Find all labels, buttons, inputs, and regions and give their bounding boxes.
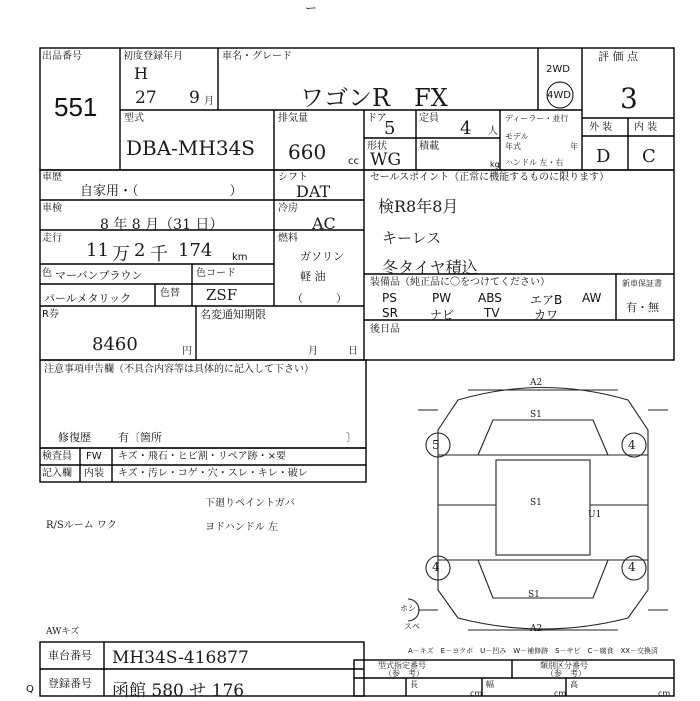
- model-year-label: モデル: [505, 132, 529, 141]
- equipment-label: 装備品（純正品に〇をつけてください）: [370, 277, 550, 288]
- cc-unit: cc: [348, 156, 359, 167]
- notice-day: 日: [348, 346, 358, 357]
- lot-number: 551: [54, 92, 98, 122]
- shape-label: 形状: [367, 141, 387, 152]
- width-label: 幅: [486, 680, 494, 689]
- shape: WG: [370, 150, 402, 170]
- car-name-label: 車名・グレード: [222, 51, 292, 62]
- color-label: 色: [42, 268, 52, 279]
- drive-2wd: 2WD: [546, 64, 570, 75]
- tire-rear-left: 4: [432, 560, 440, 574]
- tire-front-left: 5: [432, 438, 440, 452]
- post-install-label: 後日品: [370, 324, 400, 335]
- chassis-number: MH34S-416877: [112, 648, 249, 668]
- color-name: マーバンブラウン: [55, 269, 143, 282]
- spare-mark: ホシ: [400, 604, 416, 613]
- color-code-label: 色コード: [196, 268, 236, 279]
- interior-label: 内 装: [634, 122, 658, 133]
- mileage-label: 走行: [42, 233, 62, 244]
- width-unit: cm: [554, 689, 567, 698]
- fuel: ガソリン: [300, 250, 344, 263]
- equip-pw: PW: [432, 291, 452, 305]
- length-label: 長: [410, 680, 418, 689]
- notice-label: 名変通知期限: [200, 308, 266, 321]
- mark-right-door: U1: [588, 510, 602, 520]
- reg-year: 27: [135, 88, 157, 108]
- warranty-label: 新車保証書: [622, 279, 662, 288]
- mileage-rest: 174: [178, 240, 213, 261]
- color-change-label: 色替: [160, 288, 180, 299]
- color-code: ZSF: [206, 286, 238, 304]
- model-label: 型式: [124, 113, 144, 124]
- rating-label: 評 価 点: [598, 50, 638, 63]
- color-sub: パールメタリック: [44, 292, 132, 305]
- class-label: 類別区分番号: [540, 661, 588, 670]
- mark-rear: A2: [530, 624, 543, 634]
- fuel-paren: （ ）: [292, 292, 347, 305]
- displacement: 660: [288, 140, 327, 164]
- recycle-label: R券: [42, 309, 59, 320]
- repair-value: 有〔箇所: [118, 431, 162, 444]
- seats-unit: 人: [488, 126, 498, 137]
- reg-month: 9: [189, 88, 200, 108]
- repair-close: 〕: [346, 431, 357, 444]
- history-label: 車歴: [42, 172, 62, 183]
- shift-label: シフト: [278, 172, 308, 183]
- length-unit: cm: [470, 689, 483, 698]
- recycle-unit: 円: [182, 346, 192, 357]
- sales-label: セールスポイント（正常に機能するものに限ります）: [370, 172, 610, 183]
- man-unit: 万: [112, 244, 130, 265]
- car-name: ワゴンR FX: [300, 84, 448, 112]
- year-unit: 年: [570, 142, 578, 151]
- model: DBA-MH34S: [126, 136, 256, 160]
- seats-label: 定員: [419, 113, 439, 124]
- mark-trunk: S1: [528, 590, 540, 600]
- corner-mark: Q: [26, 684, 34, 695]
- equip-ps: PS: [382, 291, 397, 305]
- history-value: 自家用・（ ）: [80, 184, 243, 199]
- ac: AC: [312, 214, 336, 233]
- spare-sub: スペ: [404, 622, 420, 631]
- notes-label: 注意事項申告欄（不具合内容等は具体的に記入して下さい）: [44, 364, 314, 375]
- height-unit: cm: [658, 689, 671, 698]
- recycle-value: 8460: [92, 334, 138, 355]
- year-label: 年式: [505, 142, 521, 151]
- handwritten-note-3: R/Sルーム ワク: [46, 520, 117, 531]
- dealer-label: ディーラー・並行: [505, 114, 569, 123]
- mileage-man: 11: [86, 240, 109, 261]
- damage-legend: A－キズ E－ヨクボ U－凹み W－補修跡 S－サビ C－腐食 XX－交換済: [408, 647, 659, 655]
- chassis-label: 車台番号: [48, 649, 92, 662]
- doors-label: ドア: [367, 113, 387, 124]
- mark-hood: S1: [530, 410, 542, 420]
- fuel-note: 軽 油: [300, 270, 326, 283]
- equip-airbag: エアB: [530, 293, 563, 307]
- equip-aw: AW: [582, 291, 602, 305]
- fw-items: キズ・飛石・ヒビ割・リペア跡・×要: [118, 451, 286, 462]
- month-unit: 月: [204, 96, 214, 107]
- class-ref: （参 考）: [546, 669, 586, 678]
- reg-era: H: [134, 64, 148, 83]
- inspector-label-2: 記入欄: [42, 468, 72, 479]
- kg-unit: kg: [490, 160, 500, 169]
- equip-sr: SR: [382, 306, 398, 320]
- tire-front-right: 4: [628, 438, 636, 452]
- equip-tv: TV: [484, 306, 500, 320]
- warranty-value: 有・無: [626, 301, 659, 314]
- handwritten-note-2: ヨドハンドル 左: [205, 522, 278, 533]
- mileage-sen: 2: [134, 240, 146, 261]
- fuel-label: 燃料: [278, 233, 298, 244]
- model-cert-label: 型式指定番号: [378, 661, 426, 670]
- sales-line-2: キーレス: [382, 229, 442, 247]
- handle-label: ハンドル 左・右: [505, 158, 564, 167]
- drive-4wd: 4WD: [547, 90, 571, 101]
- aw-note: AWキズ: [46, 627, 80, 637]
- seats: 4: [460, 118, 472, 139]
- inspection-label: 車検: [42, 203, 62, 214]
- height-label: 高: [570, 680, 578, 689]
- shift: DAT: [296, 182, 331, 201]
- sales-line-3: 冬タイヤ積込: [382, 258, 478, 277]
- interior-items: キズ・汚レ・コゲ・穴・スレ・キレ・破レ: [118, 468, 308, 479]
- interior-grade: C: [642, 146, 656, 167]
- doors: 5: [384, 118, 396, 139]
- mark-front: A2: [530, 378, 543, 388]
- damage-diagram: [408, 380, 678, 640]
- reg-date-label: 初度登録年月: [123, 51, 183, 62]
- plate-number: 函館 580 せ 176: [112, 681, 245, 701]
- km-unit: km: [232, 252, 248, 263]
- exterior-label: 外 装: [589, 122, 613, 133]
- plate-label: 登録番号: [48, 677, 92, 690]
- handwritten-note-1: 下廻りペイントガバ: [205, 498, 295, 509]
- equip-leather: カワ: [534, 308, 559, 322]
- sen-unit: 千: [150, 244, 168, 265]
- notice-month: 月: [308, 346, 318, 357]
- top-mark: ー: [305, 1, 318, 15]
- fw-label: FW: [86, 451, 102, 462]
- ac-label: 冷房: [278, 203, 298, 214]
- inspection: 8 年 8 月（31 日）: [100, 217, 224, 233]
- inspector-label-1: 検査員: [42, 451, 72, 462]
- displacement-label: 排気量: [278, 113, 308, 124]
- rating: 3: [620, 82, 638, 115]
- lot-label: 出品番号: [42, 51, 82, 62]
- mark-roof: S1: [530, 498, 542, 508]
- equip-navi: ナビ: [430, 308, 455, 322]
- load-label: 積載: [419, 141, 439, 152]
- model-cert-ref: （参 考）: [384, 669, 424, 678]
- exterior-grade: D: [596, 146, 611, 167]
- tire-rear-right: 4: [628, 560, 636, 574]
- interior-check-label: 内装: [84, 468, 104, 479]
- equip-abs: ABS: [478, 291, 502, 305]
- repair-label: 修復歴: [58, 431, 91, 444]
- sales-line-1: 検R8年8月: [378, 197, 459, 216]
